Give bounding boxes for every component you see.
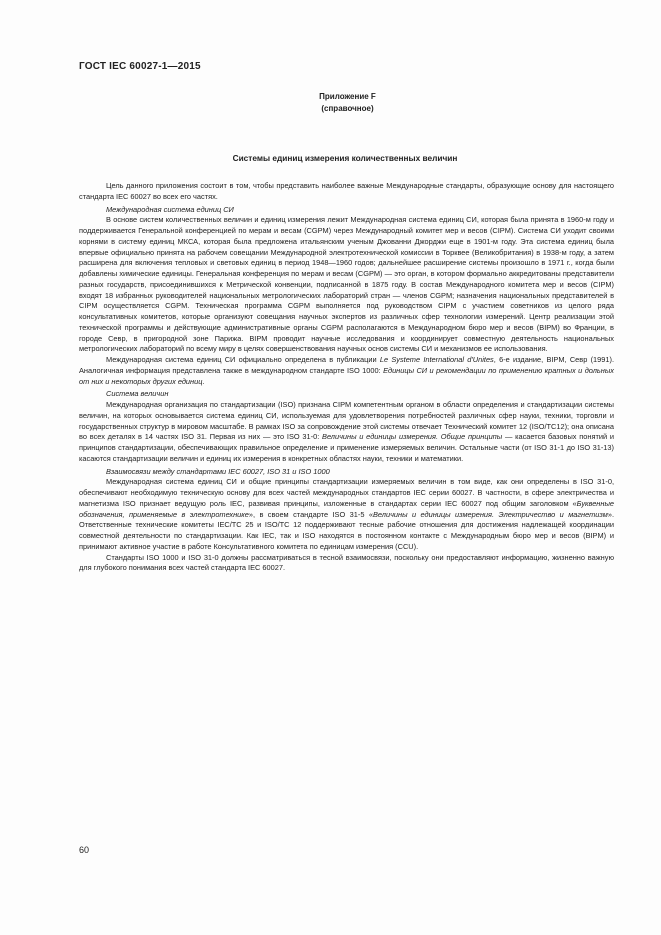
text-run: Международная система единиц СИ официально определена в публикации	[106, 355, 380, 364]
subsection-heading-quantities: Система величин	[106, 389, 169, 399]
intro-paragraph: Цель данного приложения состоит в том, чтобы представить наиболее важные Международные стандарты, образующие основу для настоящего стандарта IEC 60027 во всех его частях.	[79, 181, 614, 201]
text-run: ». Ответственные технические комитеты IEC/TC 25 и ISO/TC 12 поддерживают тесные рабочие отношения для достижения надлежащей координации совместной деятельности по стандартизации. Как IEC, так и ISO находятся в постоянном контакте с Международным бюро мер и весов (BIPM) и принимают активное участие в работе Консультативного комитета по единицам измерения (CCU).	[79, 509, 615, 551]
text-run: — касается базовых понятий и принципов стандартизации, обеспечивающих правильное определение и применение измеряемых величин. Остальные части (от ISO 31-1 до ISO 31-13) касаются стандартизации величин и единиц их измерения в конкретных областях науки, техники и математики.	[79, 432, 614, 463]
paragraph-si-definition	[79, 355, 614, 387]
standard-title: Буквенные обозначения, применяемые в электротехнике	[79, 498, 614, 519]
annex-status: (справочное)	[321, 104, 374, 113]
standard-title: Величины и единицы измерения. Общие принципы	[322, 432, 503, 442]
subsection-heading-relations: Взаимосвязи между стандартами IEC 60027, ISO 31 и ISO 1000	[106, 466, 330, 476]
annex-heading	[0, 91, 661, 115]
paragraph-quantities	[79, 400, 614, 465]
paragraph-standards: Стандарты ISO 1000 и ISO 31-0 должны рассматриваться в тесной взаимосвязи, поскольку они предоставляют информацию, жизненно важную для глубокого понимания всех частей стандарта IEC 60027.	[79, 552, 614, 573]
subsection-heading-si: Международная система единиц СИ	[106, 204, 234, 214]
publication-title: Le Systeme International d'Unites	[379, 355, 494, 364]
text-run: Международная система единиц СИ и общие принципы стандартизации измеряемых величин в том виде, как они определены в ISO 31-0, обеспечивают необходимую техническую основу для всех частей международных стандартов IEC серии 60027. В частности, в сфере электричества и магнетизма ISO признает ведущую роль IEC, развивая принципы, изложенные в стандартах серии IEC 60027 под общим заголовком «	[79, 477, 614, 508]
text-run: », в своем стандарте ISO 31-5 «	[248, 509, 373, 519]
text-run: Международная организация по стандартизации (ISO) признана CIPM компетентным органом в области определения и стандартизации системы величин, на которых основывается система единиц СИ, используемая для удовлетворения потребностей различных сфер науки, техники, торговли и государственных структур в мировом масштабе. В рамках ISO за сопровождение этой системы отвечает Технический комитет 12 (ISO/TC12); она описана во всех деталях в 14 частях ISO 31. Первая из них — это ISO 31-0:	[79, 400, 614, 442]
document-code: ГОСТ IEC 60027-1—2015	[79, 61, 201, 72]
standard-title: Единицы СИ и рекомендации по применению кратных и дольных от них и некоторых других единиц	[79, 365, 614, 386]
annex-title: Приложение F	[319, 92, 376, 101]
paragraph-relations	[79, 477, 614, 552]
body-text	[79, 181, 614, 574]
text-run: .	[202, 376, 205, 386]
paragraph-si-history: В основе систем количественных величин и единиц измерения лежит Международная система единиц СИ, которая была принята в 1960-м году и поддерживается Генеральной конференцией по мерам и весам (CGPM) через Международный комитет мер и весов (CIPM). Система СИ уходит своими корнями в систему единиц МКСА, которая была предложена итальянским ученым Джованни Джорджи еще в 1901-м году. Эта система единиц была впервые официально принята на рабочем совещании Международной электротехнической комиссии в Торквее (Великобритания) в 1938-м году, а затем расширена для включения тепловых и световых единиц в период 1948—1960 годов; дальнейшее расширение системы произошло в 1971 г., когда были добавлены химические единицы. Генеральная конференция по мерам и весам (CGPM) — это орган, в котором формально аккредитованы представители разных государств, присоединившихся к Метрической конвенции, подписанной в 1875 году. В состав Международного комитета мер и весов (CIPM) входят 18 избранных руководителей национальных метрологических лабораторий стран — членов CGPM; назначения национальных представителей в CIPM осуществляется CGPM. Техническая программа CGPM выполняется под руководством CIPM с участием советников из целого ряда консультативных комитетов, которые организуют совещания научных экспертов из различных сфер технологии измерений. Центр реализации этой технической программы и действующие административные органы CGPM располагаются в Международном бюро мер и весов (BIPM) во Франции, в городе Севр, в пригородной зоне Парижа. BIPM проводит научные исследования и координирует совместную деятельность национальных метрологических лабораторий по всему миру в целях совершенствования научных основ системы СИ и механизмов ее использования.	[79, 215, 614, 354]
text-run: , 6-е издание, BIPM, Севр (1991). Аналогичная информация представлена также в международном стандарте ISO 1000:	[79, 355, 614, 375]
section-title: Системы единиц измерения количественных величин	[232, 153, 458, 163]
page-number: 60	[79, 845, 90, 855]
standard-title: Величины и единицы измерения. Электричество и магнетизм	[373, 509, 608, 519]
